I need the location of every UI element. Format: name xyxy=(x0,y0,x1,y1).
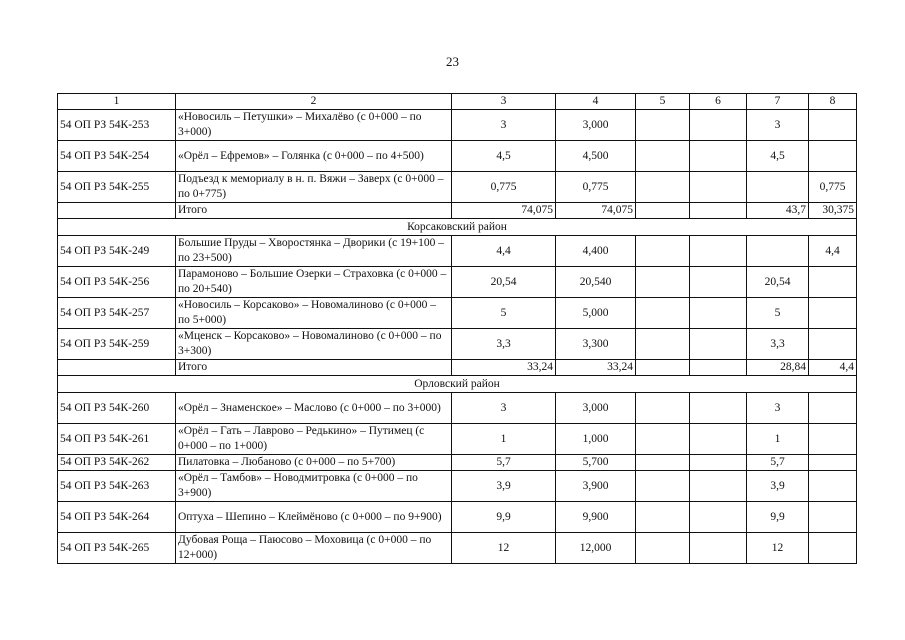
cell-c7: 3,3 xyxy=(747,329,809,360)
road-name: «Орёл – Знаменское» – Маслово (с 0+000 – по 3+000) xyxy=(176,393,452,424)
cell-c3: 3,9 xyxy=(452,471,556,502)
cell-c4: 3,900 xyxy=(556,471,636,502)
cell-c6 xyxy=(690,502,747,533)
total-c4: 74,075 xyxy=(556,203,636,219)
cell-c3: 5 xyxy=(452,298,556,329)
table-row xyxy=(58,141,857,172)
total-c5 xyxy=(636,360,690,376)
road-name: «Орёл – Гать – Лаврово – Редькино» – Путимец (с 0+000 – по 1+000) xyxy=(176,424,452,455)
cell-c3: 12 xyxy=(452,533,556,564)
road-code: 54 ОП РЗ 54К-264 xyxy=(58,502,176,533)
cell-c6 xyxy=(690,172,747,203)
road-code: 54 ОП РЗ 54К-260 xyxy=(58,393,176,424)
total-label: Итого xyxy=(176,203,452,219)
header-cell: 5 xyxy=(636,94,690,110)
total-row xyxy=(58,203,857,219)
cell-c8: 0,775 xyxy=(809,172,857,203)
district-row xyxy=(58,376,857,393)
header-cell: 4 xyxy=(556,94,636,110)
cell-c8 xyxy=(809,329,857,360)
road-code: 54 ОП РЗ 54К-249 xyxy=(58,236,176,267)
table-row xyxy=(58,329,857,360)
cell-c5 xyxy=(636,236,690,267)
cell-c3: 3,3 xyxy=(452,329,556,360)
page-number: 23 xyxy=(446,54,459,69)
table-row xyxy=(58,236,857,267)
cell-c4: 3,000 xyxy=(556,110,636,141)
cell-c7: 5,7 xyxy=(747,455,809,471)
total-c3: 33,24 xyxy=(452,360,556,376)
cell-c8 xyxy=(809,267,857,298)
cell-c4: 1,000 xyxy=(556,424,636,455)
cell-c6 xyxy=(690,393,747,424)
cell-c5 xyxy=(636,329,690,360)
cell-c4: 3,300 xyxy=(556,329,636,360)
header-cell: 7 xyxy=(747,94,809,110)
table-row xyxy=(58,424,857,455)
cell-c8 xyxy=(809,424,857,455)
table-row xyxy=(58,110,857,141)
cell-c4: 9,900 xyxy=(556,502,636,533)
district-row xyxy=(58,219,857,236)
road-name: Подъезд к мемориалу в н. п. Вяжи – Заверх (с 0+000 – по 0+775) xyxy=(176,172,452,203)
cell-c6 xyxy=(690,424,747,455)
cell-c6 xyxy=(690,533,747,564)
cell-c6 xyxy=(690,298,747,329)
road-name: «Орёл – Тамбов» – Новодмитровка (с 0+000 – по 3+900) xyxy=(176,471,452,502)
road-name: Оптуха – Шепино – Клеймёново (с 0+000 – по 9+900) xyxy=(176,502,452,533)
roads-table xyxy=(57,93,857,564)
total-row xyxy=(58,360,857,376)
road-code: 54 ОП РЗ 54К-261 xyxy=(58,424,176,455)
cell-c5 xyxy=(636,172,690,203)
header-cell: 1 xyxy=(58,94,176,110)
cell-c8 xyxy=(809,471,857,502)
cell-c4: 5,000 xyxy=(556,298,636,329)
total-c7: 43,7 xyxy=(747,203,809,219)
cell-c5 xyxy=(636,267,690,298)
road-code: 54 ОП РЗ 54К-263 xyxy=(58,471,176,502)
table-row xyxy=(58,298,857,329)
cell-c3: 5,7 xyxy=(452,455,556,471)
cell-c7 xyxy=(747,236,809,267)
cell-c3: 1 xyxy=(452,424,556,455)
cell-c6 xyxy=(690,141,747,172)
road-code: 54 ОП РЗ 54К-255 xyxy=(58,172,176,203)
cell-c4: 20,540 xyxy=(556,267,636,298)
cell-c6 xyxy=(690,236,747,267)
road-code: 54 ОП РЗ 54К-256 xyxy=(58,267,176,298)
header-cell: 6 xyxy=(690,94,747,110)
cell-c8 xyxy=(809,393,857,424)
cell-c8 xyxy=(809,298,857,329)
road-name: «Новосиль – Корсаково» – Новомалиново (с 0+000 – по 5+000) xyxy=(176,298,452,329)
road-name: «Мценск – Корсаково» – Новомалиново (с 0+000 – по 3+300) xyxy=(176,329,452,360)
cell-c6 xyxy=(690,455,747,471)
cell-c4: 12,000 xyxy=(556,533,636,564)
cell-c5 xyxy=(636,110,690,141)
cell-c8 xyxy=(809,533,857,564)
road-code: 54 ОП РЗ 54К-254 xyxy=(58,141,176,172)
cell-c8: 4,4 xyxy=(809,236,857,267)
table-row xyxy=(58,502,857,533)
cell-c7: 3 xyxy=(747,110,809,141)
cell-c4: 3,000 xyxy=(556,393,636,424)
cell-c8 xyxy=(809,502,857,533)
header-cell: 3 xyxy=(452,94,556,110)
cell-c4: 4,500 xyxy=(556,141,636,172)
cell-c8 xyxy=(809,110,857,141)
road-name: Пилатовка – Любаново (с 0+000 – по 5+700) xyxy=(176,455,452,471)
cell-c3: 4,4 xyxy=(452,236,556,267)
total-label: Итого xyxy=(176,360,452,376)
table-row xyxy=(58,172,857,203)
total-c3: 74,075 xyxy=(452,203,556,219)
cell-c6 xyxy=(690,329,747,360)
cell-c7 xyxy=(747,172,809,203)
cell-c3: 0,775 xyxy=(452,172,556,203)
cell-c7: 1 xyxy=(747,424,809,455)
table-row xyxy=(58,471,857,502)
cell-c5 xyxy=(636,424,690,455)
table-row xyxy=(58,455,857,471)
cell-c5 xyxy=(636,502,690,533)
cell-c7: 3,9 xyxy=(747,471,809,502)
road-name: Парамоново – Большие Озерки – Страховка (с 0+000 – по 20+540) xyxy=(176,267,452,298)
table-row xyxy=(58,533,857,564)
road-name: Дубовая Роща – Паюсово – Моховица (с 0+000 – по 12+000) xyxy=(176,533,452,564)
road-code: 54 ОП РЗ 54К-259 xyxy=(58,329,176,360)
header-cell: 2 xyxy=(176,94,452,110)
cell-c5 xyxy=(636,393,690,424)
cell-c7: 12 xyxy=(747,533,809,564)
cell-c7: 5 xyxy=(747,298,809,329)
total-c7: 28,84 xyxy=(747,360,809,376)
cell-c3: 3 xyxy=(452,110,556,141)
cell-c3: 3 xyxy=(452,393,556,424)
table-row xyxy=(58,267,857,298)
cell-c7: 9,9 xyxy=(747,502,809,533)
total-c4: 33,24 xyxy=(556,360,636,376)
cell-c4: 5,700 xyxy=(556,455,636,471)
total-code-empty xyxy=(58,203,176,219)
cell-c3: 9,9 xyxy=(452,502,556,533)
cell-c7: 4,5 xyxy=(747,141,809,172)
district-title: Орловский район xyxy=(58,376,857,393)
total-c8: 4,4 xyxy=(809,360,857,376)
road-code: 54 ОП РЗ 54К-257 xyxy=(58,298,176,329)
table-row xyxy=(58,393,857,424)
cell-c4: 4,400 xyxy=(556,236,636,267)
cell-c6 xyxy=(690,267,747,298)
road-code: 54 ОП РЗ 54К-262 xyxy=(58,455,176,471)
cell-c3: 4,5 xyxy=(452,141,556,172)
cell-c5 xyxy=(636,455,690,471)
cell-c5 xyxy=(636,298,690,329)
total-code-empty xyxy=(58,360,176,376)
cell-c3: 20,54 xyxy=(452,267,556,298)
cell-c8 xyxy=(809,455,857,471)
cell-c4: 0,775 xyxy=(556,172,636,203)
cell-c6 xyxy=(690,471,747,502)
cell-c6 xyxy=(690,110,747,141)
total-c6 xyxy=(690,203,747,219)
header-row xyxy=(58,94,857,110)
total-c5 xyxy=(636,203,690,219)
road-code: 54 ОП РЗ 54К-265 xyxy=(58,533,176,564)
cell-c7: 20,54 xyxy=(747,267,809,298)
district-title: Корсаковский район xyxy=(58,219,857,236)
total-c6 xyxy=(690,360,747,376)
road-name: «Новосиль – Петушки» – Михалёво (с 0+000 – по 3+000) xyxy=(176,110,452,141)
road-code: 54 ОП РЗ 54К-253 xyxy=(58,110,176,141)
road-name: «Орёл – Ефремов» – Голянка (с 0+000 – по 4+500) xyxy=(176,141,452,172)
cell-c5 xyxy=(636,141,690,172)
road-name: Большие Пруды – Хворостянка – Дворики (с 19+100 – по 23+500) xyxy=(176,236,452,267)
total-c8: 30,375 xyxy=(809,203,857,219)
cell-c7: 3 xyxy=(747,393,809,424)
header-cell: 8 xyxy=(809,94,857,110)
cell-c8 xyxy=(809,141,857,172)
cell-c5 xyxy=(636,471,690,502)
cell-c5 xyxy=(636,533,690,564)
